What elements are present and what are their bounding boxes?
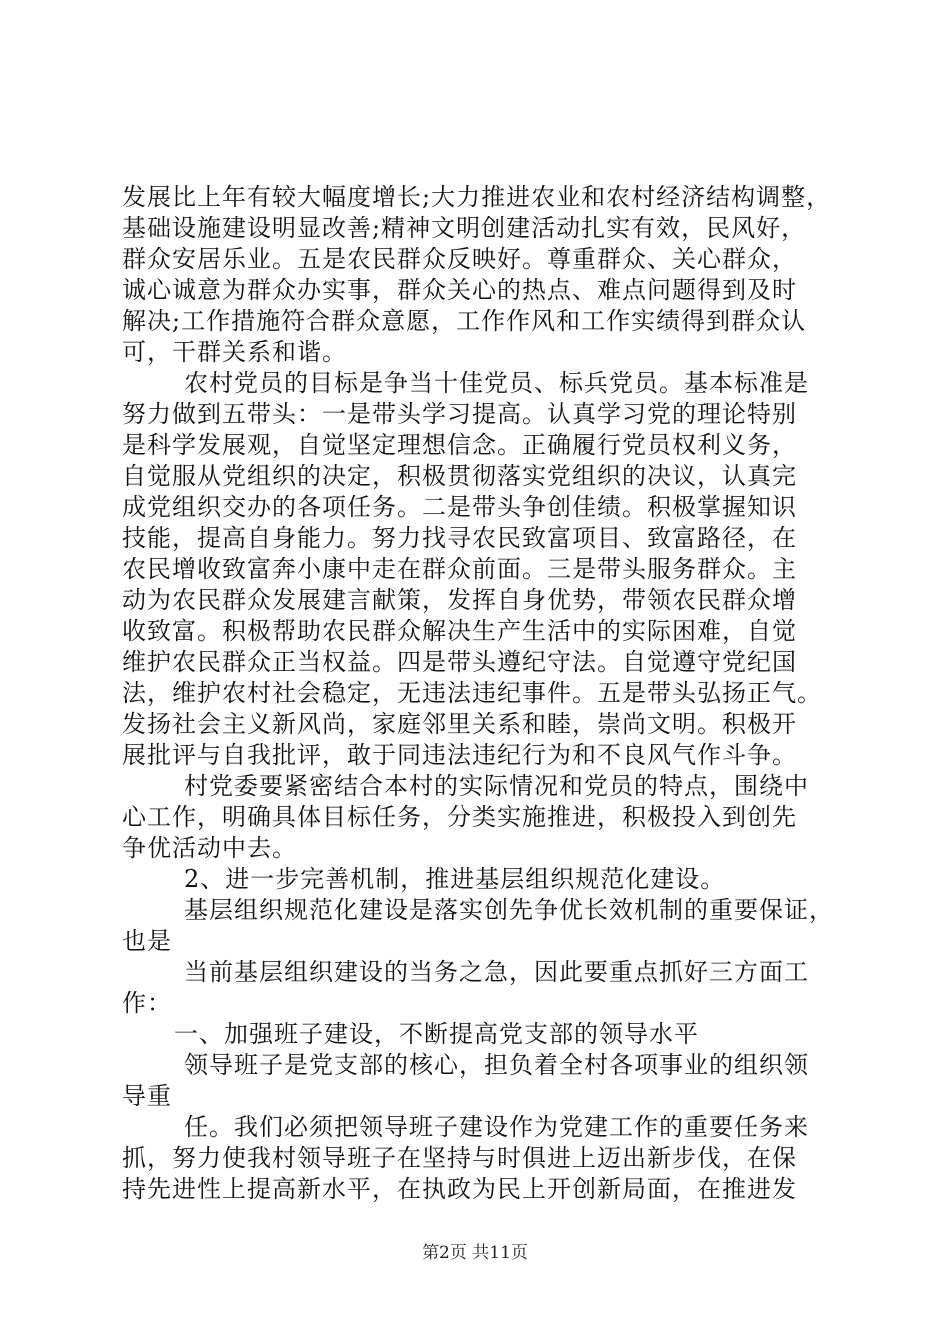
text-line: 农民增收致富奔小康中走在群众前面。三是带头服务群众。主	[122, 555, 797, 583]
text-line: 导重	[122, 1082, 172, 1110]
text-line: 法，维护农村社会稳定，无违法违纪事件。五是带头弘扬正气。	[122, 679, 822, 707]
text-line: 群众安居乐业。五是农民群众反映好。尊重群众、关心群众，	[122, 245, 797, 273]
text-line: 领导班子是党支部的核心，担负着全村各项事业的组织领	[184, 1051, 809, 1079]
text-line: 农村党员的目标是争当十佳党员、标兵党员。基本标准是	[184, 369, 809, 397]
text-line: 基层组织规范化建设是落实创先争优长效机制的重要保证，	[184, 896, 834, 924]
text-line: 基础设施建设明显改善;精神文明创建活动扎实有效，民风好，	[122, 214, 807, 242]
text-line: 收致富。积极帮助农民群众解决生产生活中的实际困难，自觉	[122, 617, 797, 645]
text-line: 作：	[122, 989, 172, 1017]
text-line: 也是	[122, 927, 172, 955]
text-line: 争优活动中去。	[122, 834, 297, 862]
text-line: 展批评与自我批评，敢于同违法违纪行为和不良风气作斗争。	[122, 741, 797, 769]
text-line: 诚心诚意为群众办实事，群众关心的热点、难点问题得到及时	[122, 276, 797, 304]
text-line: 可，干群关系和谐。	[122, 338, 347, 366]
text-line: 技能，提高自身能力。努力找寻农民致富项目、致富路径，在	[122, 524, 797, 552]
text-line: 成党组织交办的各项任务。二是带头争创佳绩。积极掌握知识	[122, 493, 797, 521]
section-heading: 一、加强班子建设，不断提高党支部的领导水平	[174, 1020, 699, 1048]
page-number: 第2页 共11页	[422, 1243, 528, 1263]
text-line: 心工作，明确具体目标任务，分类实施推进，积极投入到创先	[122, 803, 797, 831]
text-line: 村党委要紧密结合本村的实际情况和党员的特点，围绕中	[184, 772, 809, 800]
text-line: 发展比上年有较大幅度增长;大力推进农业和农村经济结构调整，	[122, 183, 832, 211]
text-line: 努力做到五带头：一是带头学习提高。认真学习党的理论特别	[122, 400, 797, 428]
text-line: 当前基层组织建设的当务之急，因此要重点抓好三方面工	[184, 958, 809, 986]
text-line: 任。我们必须把领导班子建设作为党建工作的重要任务来	[184, 1113, 809, 1141]
section-heading: 2、进一步完善机制，推进基层组织规范化建设。	[184, 865, 726, 893]
text-line: 解决;工作措施符合群众意愿，工作作风和工作实绩得到群众认	[122, 307, 807, 335]
text-line: 维护农民群众正当权益。四是带头遵纪守法。自觉遵守党纪国	[122, 648, 797, 676]
text-line: 发扬社会主义新风尚，家庭邻里关系和睦，崇尚文明。积极开	[122, 710, 797, 738]
text-line: 自觉服从党组织的决定，积极贯彻落实党组织的决议，认真完	[122, 462, 797, 490]
text-line: 是科学发展观，自觉坚定理想信念。正确履行党员权利义务，	[122, 431, 797, 459]
text-line: 抓，努力使我村领导班子在坚持与时俱进上迈出新步伐，在保	[122, 1144, 797, 1172]
text-line: 持先进性上提高新水平，在执政为民上开创新局面，在推进发	[122, 1175, 797, 1203]
text-line: 动为农民群众发展建言献策，发挥自身优势，带领农民群众增	[122, 586, 797, 614]
